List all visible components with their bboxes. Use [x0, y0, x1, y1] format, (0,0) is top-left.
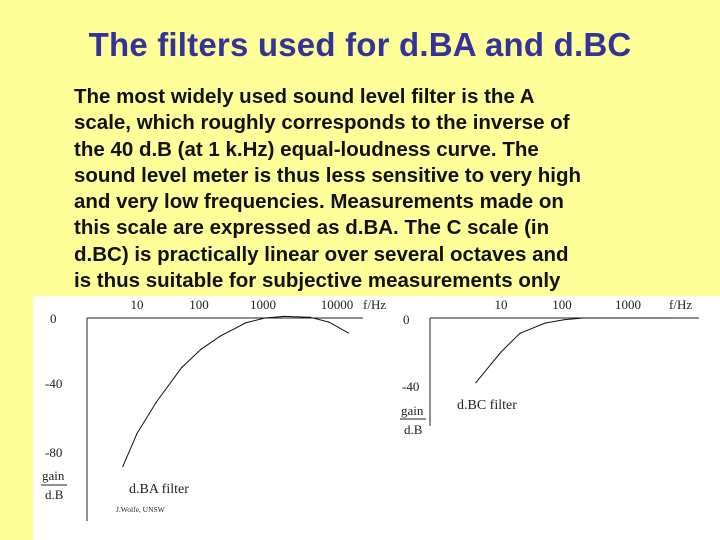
dbc-x-tick-10: 10 — [494, 297, 508, 312]
dba-y-tick-minus40: -40 — [45, 376, 63, 391]
dbc-y-label-gain: gain — [401, 403, 424, 418]
filter-charts — [33, 296, 720, 540]
dba-y-tick-0: 0 — [50, 311, 57, 326]
dbc-point-4 — [544, 323, 545, 324]
dba-y-label-gain: gain — [42, 468, 65, 483]
dba-filter-label: d.BA filter — [129, 482, 189, 497]
slide-body-text: The most widely used sound level filter is the A scale, which roughly corresponds to the inverse of the 40 d.B (at 1 k.Hz) equal-loudness curve. The sound level meter is thus less sensitive to very high and very low frequencies. Measurements made on this scale are expressed as d.BA. The C scale (in d.BC) is practically linear over several octaves and is thus suitable for subjective measurements only — [74, 85, 581, 293]
dba-x-tick-1000: 1000 — [250, 297, 276, 312]
dbc-filter-label: d.BC filter — [457, 398, 517, 413]
dba-point-6 — [245, 322, 246, 323]
dba-credit: J.Wolfe, UNSW — [116, 505, 165, 514]
dba-point-9 — [309, 317, 310, 318]
dbc-y-label-db: d.B — [404, 422, 423, 437]
dbc-point-3 — [519, 333, 520, 334]
dbc-x-unit: f/Hz — [669, 297, 693, 312]
dba-point-5 — [220, 336, 221, 337]
dbc-curve — [476, 318, 671, 383]
dba-curve — [123, 316, 348, 466]
dba-point-0 — [122, 466, 123, 467]
dba-x-tick-100: 100 — [189, 297, 209, 312]
dbc-point-8 — [670, 317, 671, 318]
dba-x-tick-10000: 10000 — [320, 297, 354, 312]
dbc-point-2 — [500, 351, 501, 352]
dba-point-3 — [181, 367, 182, 368]
dbc-y-tick-0: 0 — [403, 312, 410, 327]
dba-point-4 — [200, 349, 201, 350]
dba-point-1 — [136, 433, 137, 434]
dba-x-tick-10: 10 — [130, 297, 144, 312]
dbc-point-0 — [475, 382, 476, 383]
dba-point-11 — [348, 332, 349, 333]
dba-y-tick-minus80: -80 — [45, 445, 63, 460]
dbc-x-tick-100: 100 — [552, 297, 572, 312]
dbc-point-1 — [491, 363, 492, 364]
dba-y-label-db: d.B — [45, 487, 64, 502]
slide-title: The filters used for d.BA and d.BC — [88, 26, 632, 63]
dba-point-7 — [264, 317, 265, 318]
dba-chart — [41, 297, 386, 521]
dbc-y-tick-minus40: -40 — [402, 379, 420, 394]
dba-point-10 — [328, 322, 329, 323]
dba-point-2 — [156, 402, 157, 403]
dbc-point-5 — [563, 319, 564, 320]
dbc-point-7 — [626, 317, 627, 318]
dba-x-unit: f/Hz — [363, 297, 387, 312]
dbc-point-6 — [582, 317, 583, 318]
dbc-x-tick-1000: 1000 — [615, 297, 641, 312]
filter-figure — [33, 296, 720, 540]
dba-point-8 — [284, 316, 285, 317]
dbc-chart — [400, 297, 699, 437]
